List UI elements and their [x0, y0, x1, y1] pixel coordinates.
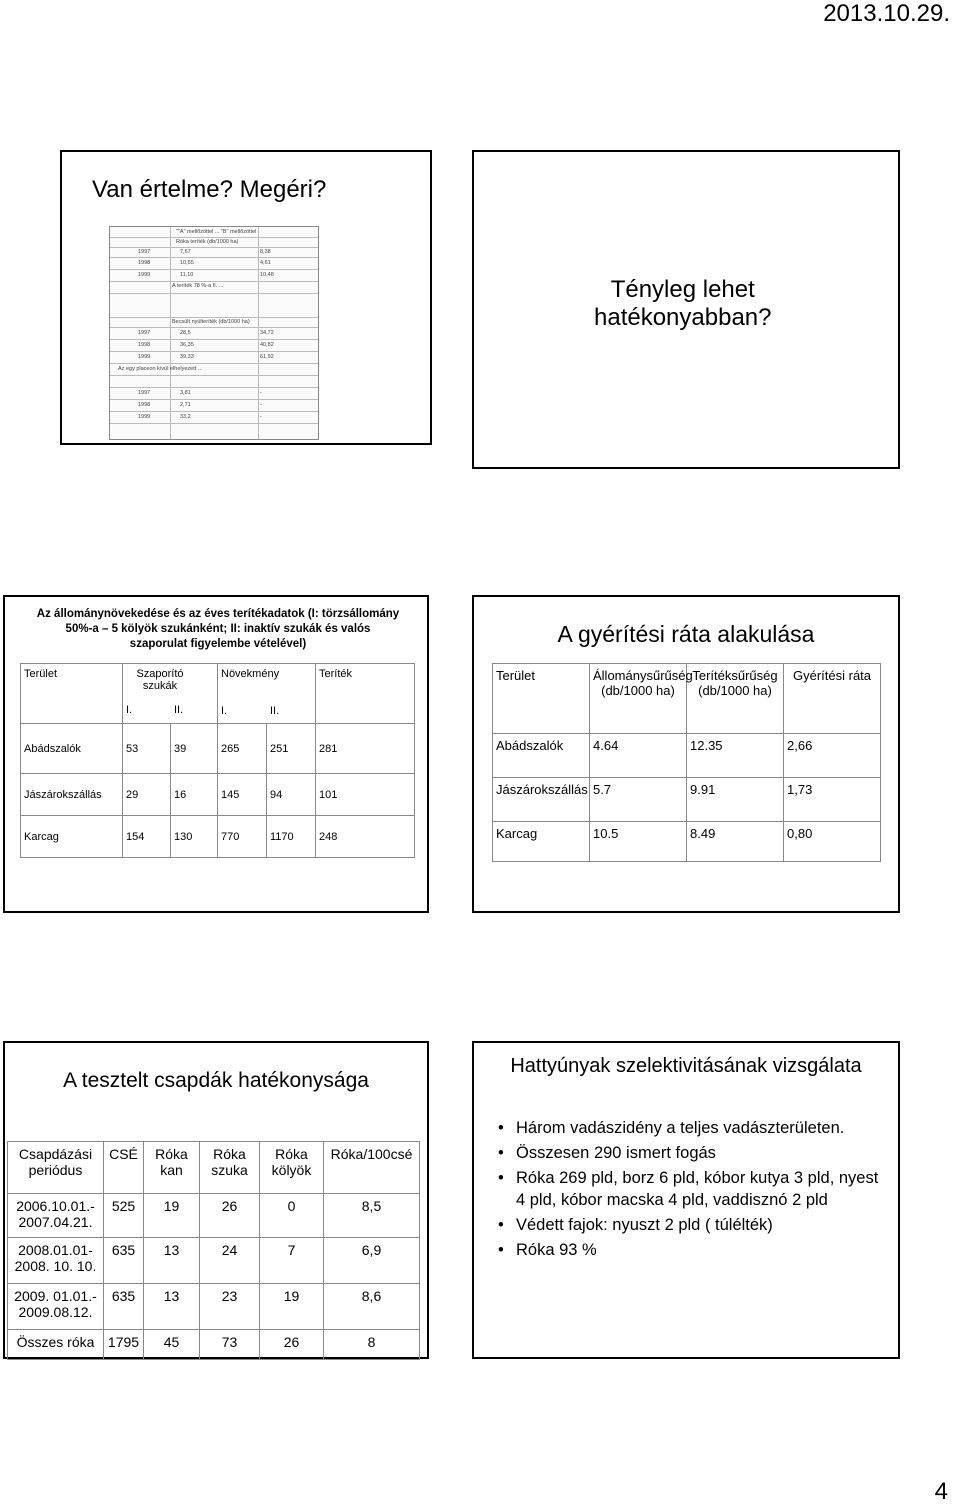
- header-fox-male: Róka kan: [144, 1142, 200, 1194]
- header-density: Állománysűrűség (db/1000 ha): [590, 664, 687, 734]
- row-fox-male: 13: [144, 1284, 200, 1330]
- total-cse: 1795: [104, 1330, 144, 1360]
- row-fox-cub: 19: [260, 1284, 324, 1330]
- page-number: 4: [934, 1478, 948, 1505]
- slide-3-title: [27, 607, 409, 652]
- header-fox-cub: Róka kölyök: [260, 1142, 324, 1194]
- slide-3: [3, 595, 429, 913]
- total-fox-male: 45: [144, 1330, 200, 1360]
- slide-5-title: A tesztelt csapdák hatékonysága: [63, 1069, 369, 1092]
- slide-2: [472, 150, 900, 469]
- header-breeding-i: I.: [126, 704, 133, 716]
- row-fox-female: 23: [200, 1284, 260, 1330]
- row-area: Abádszalók: [493, 734, 590, 778]
- row-growth-i: 145: [218, 774, 267, 816]
- row-cse: 635: [104, 1238, 144, 1284]
- bullet-item: • Róka 269 pld, borz 6 pld, kóbor kutya 3 pld, nyest 4 pld, kóbor macska 4 pld, vaddisznó 2 pld: [496, 1167, 886, 1213]
- trap-efficiency-table: [7, 1141, 420, 1360]
- row-breeding-ii: 39: [171, 724, 218, 774]
- table-row: [21, 724, 415, 774]
- row-culling-rate: 1,73: [784, 778, 881, 822]
- table-row: [21, 816, 415, 858]
- slide-1-title: Van értelme? Megéri?: [92, 176, 327, 203]
- row-period: 2009. 01.01.- 2009.08.12.: [8, 1284, 104, 1330]
- row-growth-ii: 1170: [267, 816, 316, 858]
- header-bag-density: Terítéksűrűség (db/1000 ha): [687, 664, 784, 734]
- row-breeding-ii: 130: [171, 816, 218, 858]
- row-area: Jászárokszállás: [21, 774, 123, 816]
- row-bag: 248: [316, 816, 415, 858]
- slide-3-title-line-2: 50%-a – 5 kölyök szukánként; II: inaktív szukák és valós: [65, 622, 371, 635]
- row-fox-cub: 7: [260, 1238, 324, 1284]
- total-fox-cub: 26: [260, 1330, 324, 1360]
- row-period: 2006.10.01.- 2007.04.21.: [8, 1194, 104, 1238]
- row-breeding-i: 29: [123, 774, 171, 816]
- slide-6-title: Hattyúnyak szelektivitásának vizsgálata: [510, 1055, 862, 1077]
- header-area: Terület: [493, 664, 590, 734]
- culling-rate-table: [492, 663, 881, 862]
- header-area: Terület: [21, 664, 123, 724]
- header-fox-per-100: Róka/100csé: [324, 1142, 420, 1194]
- total-fox-per-100: 8: [324, 1330, 420, 1360]
- table-row: [21, 774, 415, 816]
- total-label: Összes róka: [8, 1330, 104, 1360]
- row-fox-cub: 0: [260, 1194, 324, 1238]
- table-row: [8, 1238, 420, 1284]
- slide-4: [472, 595, 900, 913]
- header-growth-i: I.: [221, 705, 228, 717]
- row-bag-density: 8.49: [687, 822, 784, 862]
- slide-4-title: A gyérítési ráta alakulása: [557, 621, 815, 647]
- slide-2-title-line-1: Tényleg lehet: [610, 276, 755, 303]
- header-culling-rate: Gyérítési ráta: [784, 664, 881, 734]
- header-breeding-label: Szaporító szukák: [136, 668, 184, 692]
- bullet-item: • Összesen 290 ismert fogás: [496, 1142, 886, 1165]
- slide-3-title-line-1: Az állománynövekedése és az éves terítékadatok (I: törzsállomány: [36, 608, 400, 620]
- row-bag-density: 9.91: [687, 778, 784, 822]
- row-breeding-i: 154: [123, 816, 171, 858]
- row-area: Jászárokszállás: [493, 778, 590, 822]
- row-fox-female: 26: [200, 1194, 260, 1238]
- row-fox-male: 19: [144, 1194, 200, 1238]
- row-fox-per-100: 8,6: [324, 1284, 420, 1330]
- row-cse: 635: [104, 1284, 144, 1330]
- row-density: 4.64: [590, 734, 687, 778]
- row-bag-density: 12.35: [687, 734, 784, 778]
- header-period: Csapdázási periódus: [8, 1142, 104, 1194]
- row-density: 5.7: [590, 778, 687, 822]
- table-row: [8, 1284, 420, 1330]
- table-row-total: [8, 1330, 420, 1360]
- row-density: 10.5: [590, 822, 687, 862]
- bullet-item: • Róka 93 %: [496, 1239, 886, 1262]
- row-breeding-i: 53: [123, 724, 171, 774]
- header-growth-ii: II.: [270, 705, 280, 717]
- header-fox-female: Róka szuka: [200, 1142, 260, 1194]
- row-growth-ii: 251: [267, 724, 316, 774]
- row-breeding-ii: 16: [171, 774, 218, 816]
- row-fox-per-100: 8,5: [324, 1194, 420, 1238]
- scanned-table-image: ""A" mellőzöttel ... "B" mellőzöttel Róka teríték (db/1000 ha) 1997 7,67 8,38 1998 10,65 4,61 1999 11,10 10,48 A teríték 78 %-a II. ... Becsült nyúlteríték (db/1000 ha) 1997 28,5 34,72 1998 36,35 40,82 1999 39,33 61,92 Az egy placeon kívül elhelyezett ... 1997 3,81 - 1998 2,71 - 1999 33,2 -: [109, 226, 319, 440]
- row-culling-rate: 2,66: [784, 734, 881, 778]
- row-bag: 281: [316, 724, 415, 774]
- row-growth-i: 265: [218, 724, 267, 774]
- row-growth-i: 770: [218, 816, 267, 858]
- header-bag: Teríték: [316, 664, 415, 724]
- row-area: Karcag: [21, 816, 123, 858]
- row-period: 2008.01.01- 2008. 10. 10.: [8, 1238, 104, 1284]
- population-growth-table: [20, 663, 415, 858]
- slide-5: [3, 1041, 429, 1359]
- row-culling-rate: 0,80: [784, 822, 881, 862]
- slide-1: [60, 150, 432, 445]
- bullet-item: • Védett fajok: nyuszt 2 pld ( túlélték): [496, 1214, 886, 1237]
- bullet-list: [496, 1117, 886, 1264]
- header-breeding: [123, 664, 218, 724]
- row-area: Karcag: [493, 822, 590, 862]
- row-cse: 525: [104, 1194, 144, 1238]
- row-fox-female: 24: [200, 1238, 260, 1284]
- row-area: Abádszalók: [21, 724, 123, 774]
- row-bag: 101: [316, 774, 415, 816]
- slide-2-title-line-2: hatékonyabban?: [594, 304, 772, 332]
- header-growth: [218, 664, 316, 724]
- table-row: [493, 734, 881, 778]
- table-row: [493, 778, 881, 822]
- header-cse: CSÉ: [104, 1142, 144, 1194]
- table-row: [493, 822, 881, 862]
- slide-2-title: [594, 276, 772, 333]
- slide-6: [472, 1041, 900, 1359]
- row-fox-male: 13: [144, 1238, 200, 1284]
- row-growth-ii: 94: [267, 774, 316, 816]
- bullet-item: • Három vadászidény a teljes vadászterületen.: [496, 1117, 886, 1140]
- header-growth-label: Növekmény: [221, 668, 280, 680]
- header-date: 2013.10.29.: [823, 0, 950, 27]
- total-fox-female: 73: [200, 1330, 260, 1360]
- row-fox-per-100: 6,9: [324, 1238, 420, 1284]
- table-row: [8, 1194, 420, 1238]
- slide-3-title-line-3: szaporulat figyelembe vételével): [129, 637, 307, 650]
- header-breeding-ii: II.: [174, 704, 184, 716]
